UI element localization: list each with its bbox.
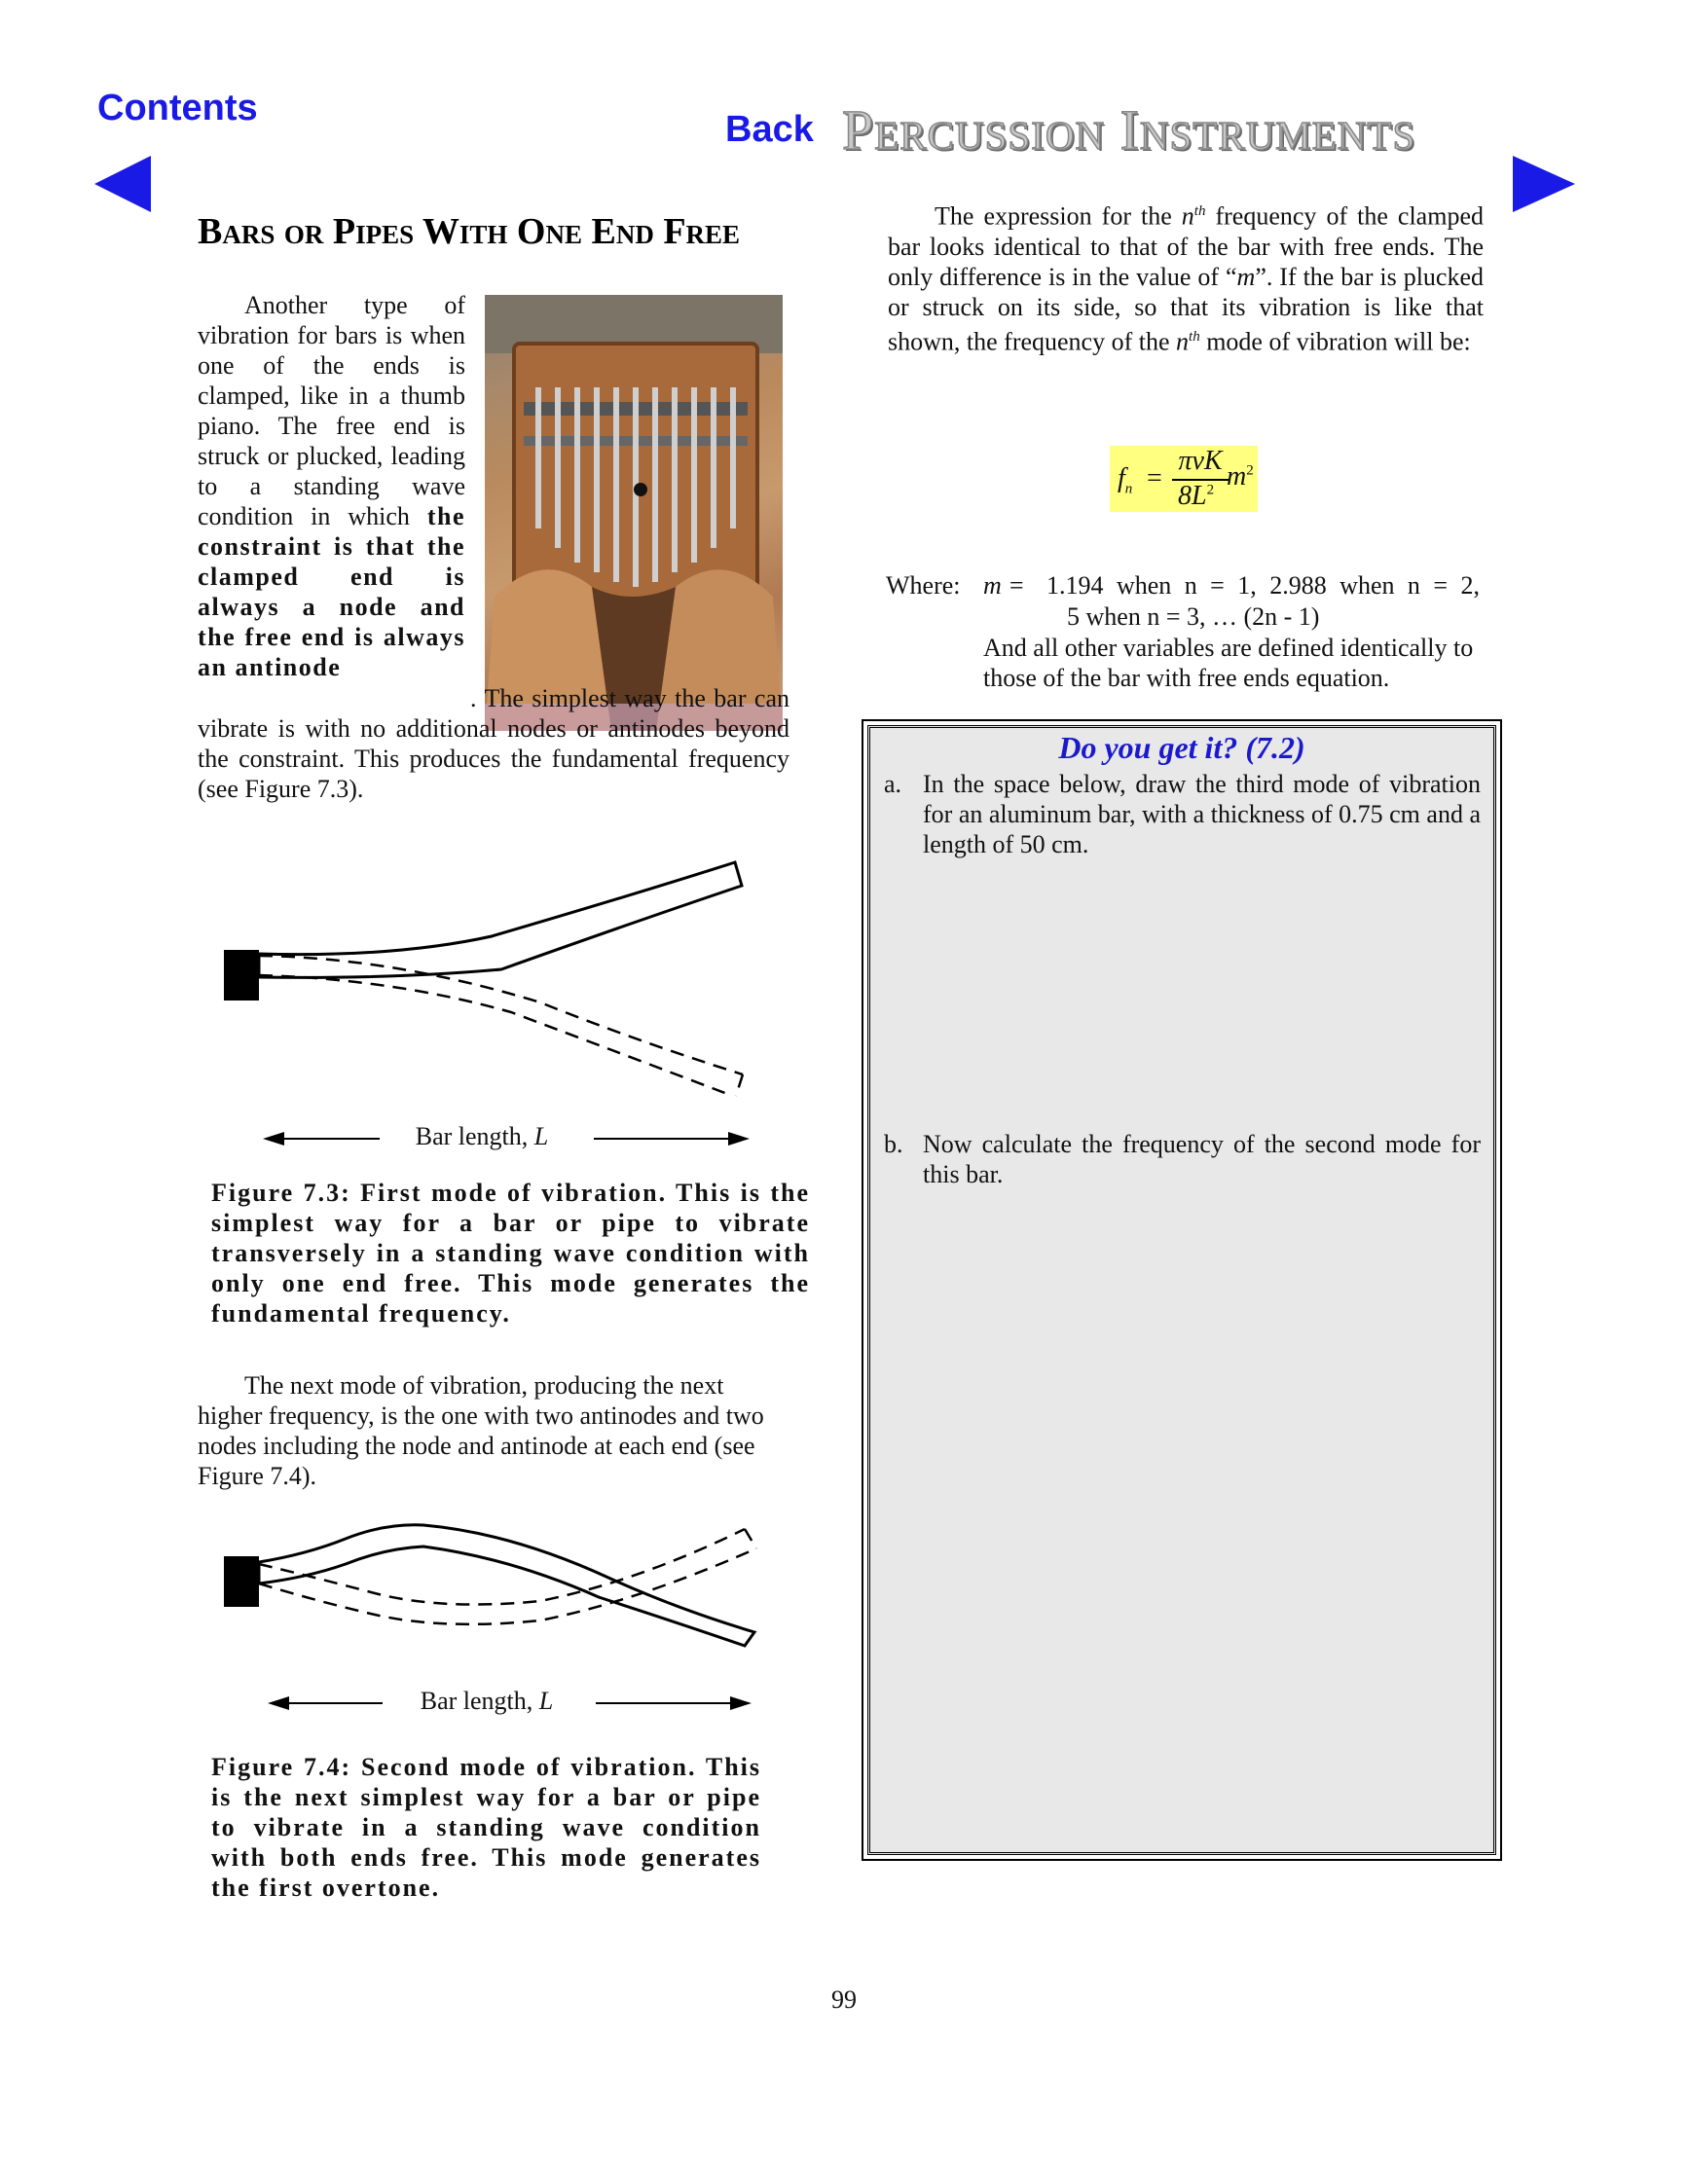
question-b-label: b.: [884, 1130, 903, 1158]
contents-link[interactable]: Contents: [97, 88, 258, 128]
bar-length-text: Bar length,: [420, 1687, 539, 1715]
right-intro-text-1: The expression for the: [935, 201, 1182, 231]
where-label: Where:: [886, 571, 961, 600]
right-arrow-dimension: [596, 1693, 752, 1713]
bar-length-label-7-3: [385, 1122, 579, 1151]
right-intro-text-3: ”. If the bar is plucked or struck on its side, so that its vibration is like that shown, the frequency of the: [888, 262, 1484, 356]
formula-denominator: 8L: [1178, 481, 1207, 511]
right-intro-text-2: frequency of the clamped bar looks identical to that of the bar with free ends. The only difference is in the value of “: [888, 201, 1484, 291]
intro-text-end: . The simplest way the bar can vibrate is with no additional nodes or antinodes beyond the constraint. This produces the fundamental frequency (see Figure 7.3).: [198, 684, 789, 803]
bar-length-var: L: [533, 1122, 549, 1150]
right-intro-th: th: [1193, 203, 1206, 219]
figure-7-4-caption: Figure 7.4: Second mode of vibration. This is the next simplest way for a bar or pipe to vibrate in a standing wave condition with both ends free. This mode generates the first overtone.: [211, 1753, 761, 1902]
formula-lhs: f: [1118, 463, 1125, 493]
question-b-text: Now calculate the frequency of the second mode for this bar.: [923, 1130, 1481, 1188]
formula-den-exp: 2: [1206, 482, 1215, 498]
left-arrow-dimension: [263, 1129, 380, 1148]
clamp-block: [224, 950, 259, 1001]
frequency-formula: [1110, 446, 1258, 512]
page-number: 99: [831, 1985, 857, 2014]
bar-length-label-7-4: [389, 1687, 584, 1716]
formula-m-exp: 2: [1246, 462, 1254, 479]
bar-solid-position: [259, 1525, 754, 1646]
page-header-title: Percussion Instruments: [842, 98, 1416, 162]
formula-equals: =: [1147, 463, 1162, 493]
intro-paragraph-end: [198, 683, 789, 804]
thumb-piano-photo: [485, 295, 783, 731]
right-intro-m: m: [1236, 262, 1256, 291]
section-title: Bars or Pipes With One End Free: [198, 211, 741, 252]
right-arrow-dimension: [594, 1129, 750, 1148]
do-you-get-it-title: Do you get it? (7.2): [1058, 730, 1305, 765]
right-intro-text-4: mode of vibration will be:: [1199, 327, 1471, 356]
paragraph-next-mode-text: The next mode of vibration, producing the next higher frequency, is the one with two antinodes and two nodes including the node and antinode at each end (see Figure 7.4).: [198, 1371, 764, 1490]
where-m-label: [983, 570, 1025, 601]
intro-text-start: Another type of vibration for bars is when one of the ends is clamped, like in a thumb piano. The free end is struck or plucked, leading to a standing wave condition in which: [198, 291, 465, 530]
figure-7-3-diagram: [219, 856, 764, 1110]
intro-paragraph-wrap: [198, 290, 465, 682]
paragraph-next-mode: [198, 1370, 782, 1491]
where-line-2: 5 when n = 3, … (2n - 1): [1067, 602, 1320, 631]
right-intro-paragraph: [888, 197, 1484, 356]
left-arrow-icon[interactable]: [92, 154, 153, 214]
bar-length-text: Bar length,: [415, 1122, 534, 1150]
bar-length-var: L: [538, 1687, 554, 1715]
right-intro-n2: n: [1176, 327, 1190, 356]
left-arrow-dimension: [268, 1693, 383, 1713]
right-intro-th2: th: [1189, 328, 1200, 345]
clamp-block: [224, 1556, 259, 1607]
back-link[interactable]: Back: [725, 109, 814, 150]
intro-bold-text: the constraint is that the clamped end is always a node and the free end is always an antinode: [198, 502, 465, 681]
do-you-get-it-box: [867, 725, 1496, 1855]
formula-m: m: [1227, 461, 1247, 491]
right-arrow-icon[interactable]: [1511, 154, 1577, 214]
where-line-1: 1.194 when n = 1, 2.988 when n = 2,: [1046, 571, 1480, 600]
question-a-label: a.: [884, 770, 902, 798]
formula-numerator: πvK: [1178, 446, 1223, 476]
question-a-text: In the space below, draw the third mode of vibration for an aluminum bar, with a thickness of 0.75 cm and a length of 50 cm.: [923, 770, 1481, 858]
formula-lhs-sub: n: [1124, 481, 1133, 497]
right-intro-n: n: [1181, 201, 1194, 231]
figure-7-4-diagram: [219, 1523, 764, 1650]
where-m: m =: [983, 571, 1025, 600]
figure-7-3-caption: Figure 7.3: First mode of vibration. This is the simplest way for a bar or pipe to vibrate transversely in a standing wave condition with only one end free. This mode generates the fundamental frequency.: [211, 1179, 810, 1328]
where-line-3: And all other variables are defined identically to those of the bar with free ends equation.: [983, 634, 1474, 692]
